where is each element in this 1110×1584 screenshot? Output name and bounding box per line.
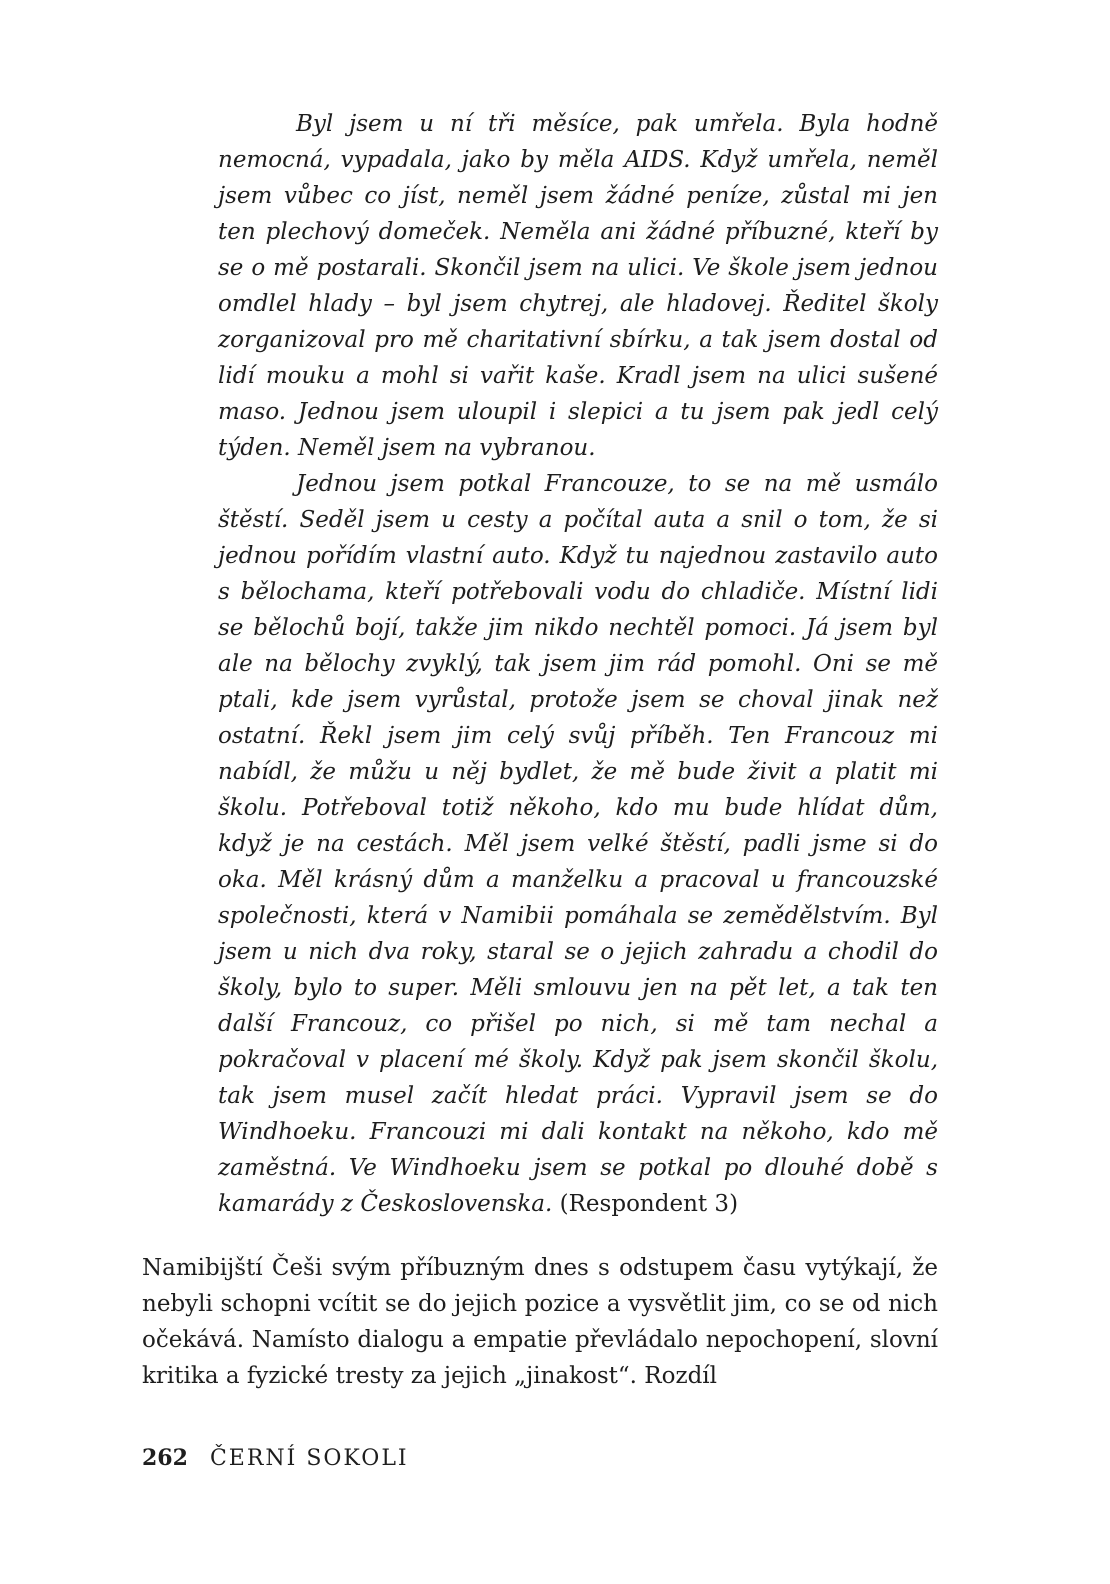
body-text <box>142 1250 938 1394</box>
page-footer <box>142 1440 409 1477</box>
block-quote <box>218 106 938 1222</box>
page-number: 262 <box>142 1445 188 1471</box>
body-paragraph: Namibijští Češi svým příbuzným dnes s odstupem času vytýkají, že nebyli schopni vcítit se do jejich pozice a vysvětlit jim, co se od nich očekává. Namísto dialogu a empatie převládalo nepochopení, slovní kritika a fyzické tresty za jejich „jinakost“. Rozdíl <box>142 1255 938 1389</box>
quote-paragraph <box>218 466 938 1222</box>
quote-attribution: (Respondent 3) <box>559 1191 739 1217</box>
quote-paragraph-text: Jednou jsem potkal Francouze, to se na mě usmálo štěstí. Seděl jsem u cesty a počítal auta a snil o tom, že si jednou pořídím vlastní auto. Když tu najednou zastavilo auto s bělochama, kteří potřebovali vodu do chladiče. Místní lidi se bělochů bojí, takže jim nikdo nechtěl pomoci. Já jsem byl ale na bělochy zvyklý, tak jsem jim rád pomohl. Oni se mě ptali, kde jsem vyrůstal, protože jsem se choval jinak než ostatní. Řekl jsem jim celý svůj příběh. Ten Francouz mi nabídl, že můžu u něj bydlet, že mě bude živit a platit mi školu. Potřeboval totiž někoho, kdo mu bude hlídat dům, když je na cestách. Měl jsem velké štěstí, padli jsme si do oka. Měl krásný dům a manželku a pracoval u francouzské společnosti, která v Namibii pomáhala se zemědělstvím. Byl jsem u nich dva roky, staral se o jejich zahradu a chodil do školy, bylo to super. Měli smlouvu jen na pět let, a tak ten další Francouz, co přišel po nich, si mě tam nechal a pokračoval v placení mé školy. Když pak jsem skončil školu, tak jsem musel začít hledat práci. Vypravil jsem se do Windhoeku. Francouzi mi dali kontakt na někoho, kdo mě zaměstná. Ve Windhoeku jsem se potkal po dlouhé době s kamarády z Československa. <box>218 471 938 1217</box>
quote-paragraph: Byl jsem u ní tři měsíce, pak umřela. Byla hodně nemocná, vypadala, jako by měla AIDS. Když umřela, neměl jsem vůbec co jíst, neměl jsem žádné peníze, zůstal mi jen ten plechový domeček. Neměla ani žádné příbuzné, kteří by se o mě postarali. Skončil jsem na ulici. Ve škole jsem jednou omdlel hlady – byl jsem chytrej, ale hladovej. Ředitel školy zorganizoval pro mě charitativní sbírku, a tak jsem dostal od lidí mouku a mohl si vařit kaše. Kradl jsem na ulici sušené maso. Jednou jsem uloupil i slepici a tu jsem pak jedl celý týden. Neměl jsem na vybranou. <box>218 111 938 461</box>
running-title: ČERNÍ SOKOLI <box>209 1446 409 1471</box>
